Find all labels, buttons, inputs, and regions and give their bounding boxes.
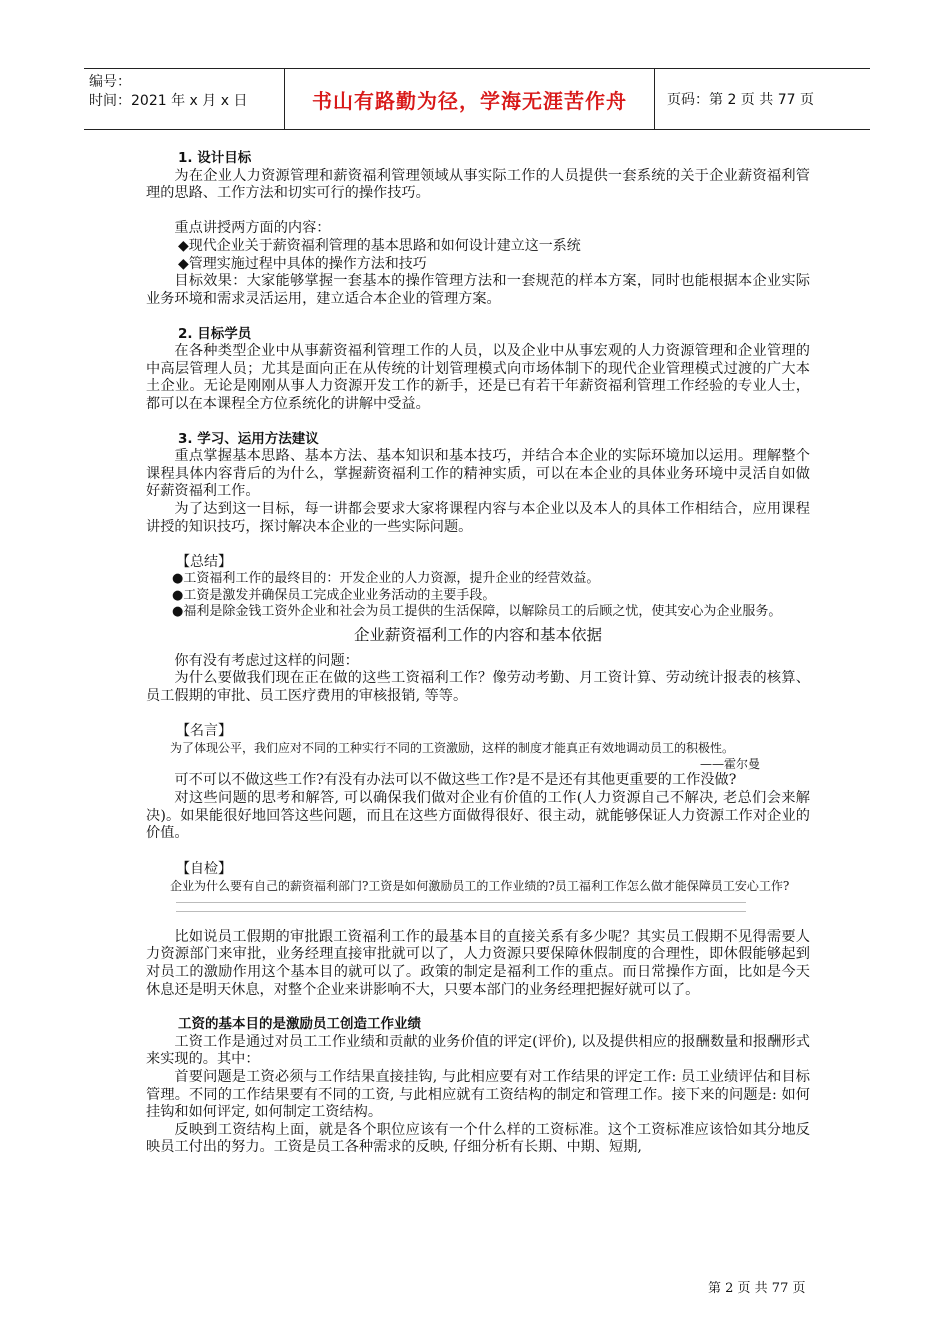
- header-page-label: 页码：第 2 页 共 77 页: [667, 92, 814, 108]
- paragraph: 首要问题是工资必须与工作结果直接挂钩, 与此相应要有对工作结果的评定工作: 员工业绩评估和目标管理。不同的工作结果要有不同的工资, 与此相应就有工资结构的制定和管理工作。接下来的问题是: 如何挂钩和如何评定, 如何制定工资结构。: [146, 1068, 810, 1121]
- doc-number-label: 编号：: [89, 74, 131, 90]
- paragraph: 比如说员工假期的审批跟工资福利工作的最基本目的直接关系有多少呢？其实员工假期不见得需要人力资源部门来审批，业务经理直接审批就可以了，人力资源只要保障休假制度的合理性，即休假能够起到对员工的激励作用这个基本目的就可以了。政策的制定是福利工作的重点。而日常操作方面，比如是今天休息还是明天休息，对整个企业来讲影响不大，只要本部门的业务经理把握好就可以了。: [146, 928, 810, 998]
- paragraph: 重点讲授两方面的内容：: [174, 219, 331, 236]
- quote-title: 【名言】: [176, 723, 232, 740]
- paragraph: 你有没有考虑过这样的问题：: [174, 652, 359, 669]
- paragraph: 工资工作是通过对员工工作业绩和贡献的业务价值的评定(评价), 以及提供相应的报酬数量和报酬形式来实现的。其中：: [146, 1033, 810, 1068]
- paragraph: 反映到工资结构上面，就是各个职位应该有一个什么样的工资标准。这个工资标准应该恰如其分地反映员工付出的努力。工资是员工各种需求的反映, 仔细分析有长期、中期、短期,: [146, 1121, 810, 1156]
- section-title-study-method: 3. 学习、运用方法建议: [178, 430, 319, 447]
- page-footer: 第 2 页 共 77 页: [708, 1281, 806, 1296]
- paragraph: 在各种类型企业中从事薪资福利管理工作的人员，以及企业中从事宏观的人力资源管理和企业管理的中高层管理人员；尤其是面向正在从传统的计划管理模式向市场体制下的现代企业管理模式过渡的广大本土企业。无论是刚刚从事人力资源开发工作的新手，还是已有若干年薪资福利管理工作经验的专业人士，都可以在本课程全方位系统化的讲解中受益。: [146, 343, 810, 412]
- bullet-item: ◆管理实施过程中具体的操作方法和技巧: [178, 256, 427, 273]
- self-check-title: 【自检】: [176, 860, 232, 877]
- document-body: [146, 150, 810, 1157]
- summary-item: ●工资是激发并确保员工完成企业业务活动的主要手段。: [172, 587, 496, 603]
- paragraph: 为了达到这一目标，每一讲都会要求大家将课程内容与本企业以及本人的具体工作相结合，应用课程讲授的知识技巧，探讨解决本企业的一些实际问题。: [146, 500, 810, 535]
- paragraph: 重点掌握基本思路、基本方法、基本知识和基本技巧，并结合本企业的实际环境加以运用。理解整个课程具体内容背后的为什么，掌握薪资福利工作的精神实质，可以在本企业的具体业务环境中灵活自如做好薪资福利工作。: [146, 448, 810, 500]
- bullet-item: ◆现代企业关于薪资福利管理的基本思路和如何设计建立这一系统: [178, 238, 581, 255]
- chapter-title: 企业薪资福利工作的内容和基本依据: [353, 625, 602, 644]
- self-check-text: 企业为什么要有自己的薪资福利部门?工资是如何激励员工的工作业绩的?员工福利工作怎么做才能保障员工安心工作?: [170, 878, 790, 893]
- paragraph: 为在企业人力资源管理和薪资福利管理领域从事实际工作的人员提供一套系统的关于企业薪资福利管理的思路、工作方法和切实可行的操作技巧。: [146, 167, 810, 202]
- section-title-design-goal: 1. 设计目标: [178, 150, 252, 166]
- header-motto: 书山有路勤为径，学海无涯苦作舟: [285, 69, 655, 129]
- summary-item: ●福利是除金钱工资外企业和社会为员工提供的生活保障，以解除员工的后顾之忧，使其安心为企业服务。: [172, 604, 782, 620]
- quote-author: ——霍尔曼: [699, 757, 760, 772]
- header-meta: [84, 69, 285, 129]
- summary-item: ●工资福利工作的最终目的：开发企业的人力资源，提升企业的经营效益。: [172, 571, 600, 587]
- section-title-wage-purpose: 工资的基本目的是激励员工创造工作业绩: [178, 1016, 421, 1033]
- paragraph: 对这些问题的思考和解答, 可以确保我们做对企业有价值的工作(人力资源自己不解决, 老总们会来解决)。如果能很好地回答这些问题，而且在这些方面做得很好、很主动，就能够保证人力资源工作对企业的价值。: [146, 789, 810, 842]
- quote-text: 为了体现公平，我们应对不同的工种实行不同的工资激励，这样的制度才能真正有效地调动员工的积极性。: [170, 741, 735, 756]
- paragraph: 为什么要做我们现在正在做的这些工资福利工作？像劳动考勤、月工资计算、劳动统计报表的核算、员工假期的审批、员工医疗费用的审核报销, 等等。: [146, 670, 810, 704]
- paragraph: 可不可以不做这些工作?有没有办法可以不做这些工作?是不是还有其他更重要的工作没做?: [174, 772, 737, 789]
- answer-line: [176, 902, 746, 903]
- summary-title: 【总结】: [176, 554, 232, 571]
- section-title-target-audience: 2. 目标学员: [178, 325, 252, 342]
- doc-date-label: 时间：2021 年 x 月 x 日: [89, 93, 248, 109]
- paragraph: 目标效果：大家能够掌握一套基本的操作管理方法和一套规范的样本方案，同时也能根据本企业实际业务环境和需求灵活运用，建立适合本企业的管理方案。: [146, 273, 810, 307]
- page-header: [84, 68, 870, 130]
